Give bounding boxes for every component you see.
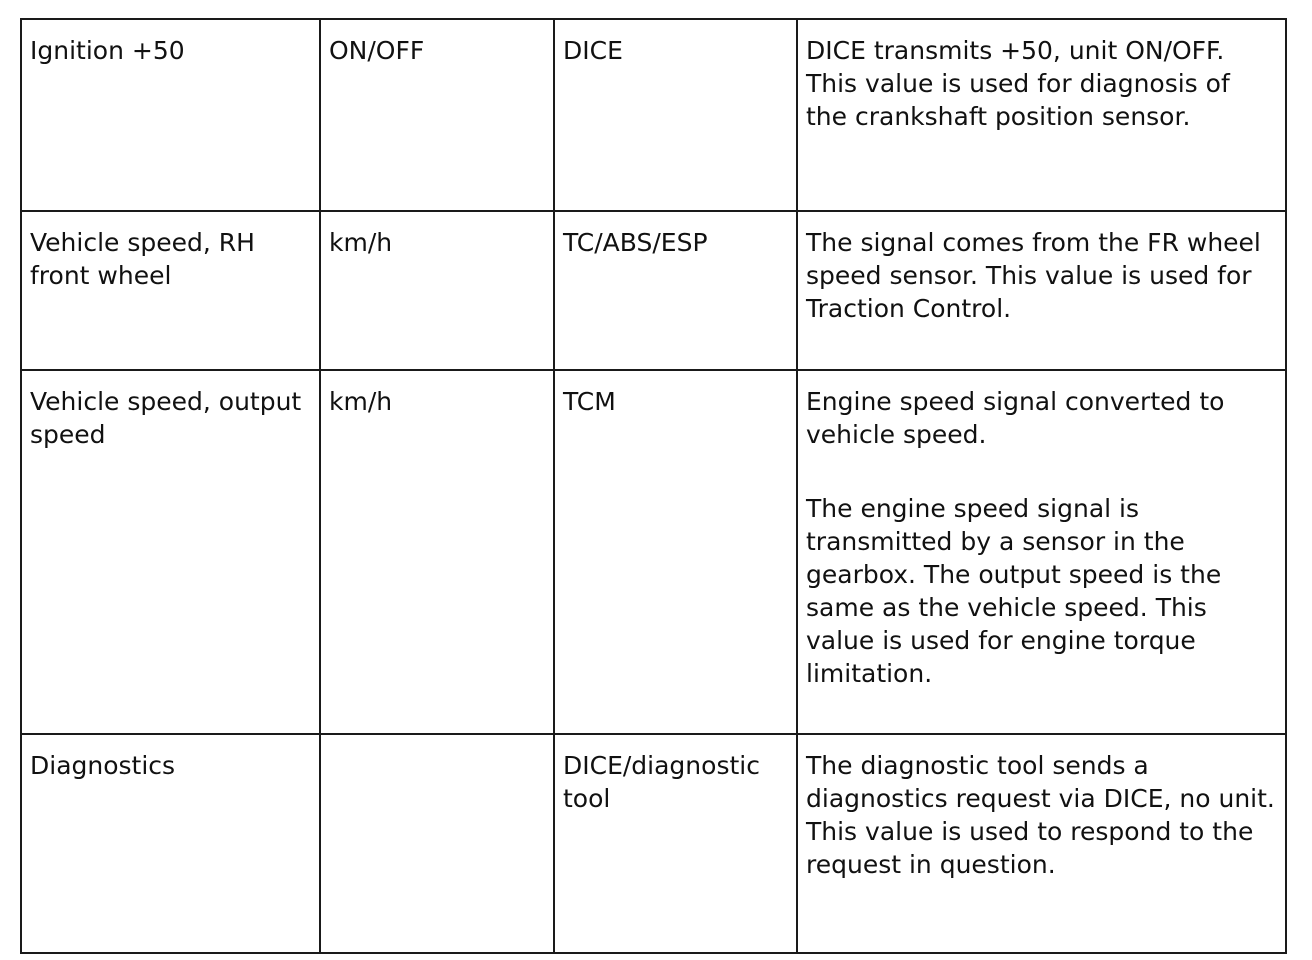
source-cell: DICE/diagnostic tool xyxy=(554,734,797,953)
table-row xyxy=(21,370,1286,734)
table-row xyxy=(21,734,1286,953)
unit-cell: km/h xyxy=(320,211,554,370)
description-paragraph: The signal comes from the FR wheel speed sensor. This value is used for Traction Control. xyxy=(806,228,1261,323)
unit-cell: ON/OFF xyxy=(320,19,554,211)
description-paragraph: The engine speed signal is transmitted by a sensor in the gearbox. The output speed is the same as the vehicle speed. This value is used for engine torque limitation. xyxy=(806,494,1222,688)
source-cell: DICE xyxy=(554,19,797,211)
signal-table xyxy=(20,18,1287,954)
table-row xyxy=(21,211,1286,370)
description-cell xyxy=(797,19,1286,211)
unit-cell: km/h xyxy=(320,370,554,734)
unit-cell xyxy=(320,734,554,953)
description-cell xyxy=(797,370,1286,734)
signal-name-cell: Vehicle speed, RH front wheel xyxy=(21,211,320,370)
signal-name-cell: Diagnostics xyxy=(21,734,320,953)
description-paragraph: Engine speed signal converted to vehicle speed. xyxy=(806,387,1225,449)
description-paragraph: The diagnostic tool sends a diagnostics request via DICE, no unit. This value is used to respond to the request in question. xyxy=(806,751,1275,879)
description-cell xyxy=(797,734,1286,953)
table-row xyxy=(21,19,1286,211)
description-cell xyxy=(797,211,1286,370)
source-cell: TC/ABS/ESP xyxy=(554,211,797,370)
signal-name-cell: Vehicle speed, output speed xyxy=(21,370,320,734)
signal-name-cell: Ignition +50 xyxy=(21,19,320,211)
source-cell: TCM xyxy=(554,370,797,734)
description-paragraph: DICE transmits +50, unit ON/OFF. This value is used for diagnosis of the crankshaft position sensor. xyxy=(806,36,1230,131)
